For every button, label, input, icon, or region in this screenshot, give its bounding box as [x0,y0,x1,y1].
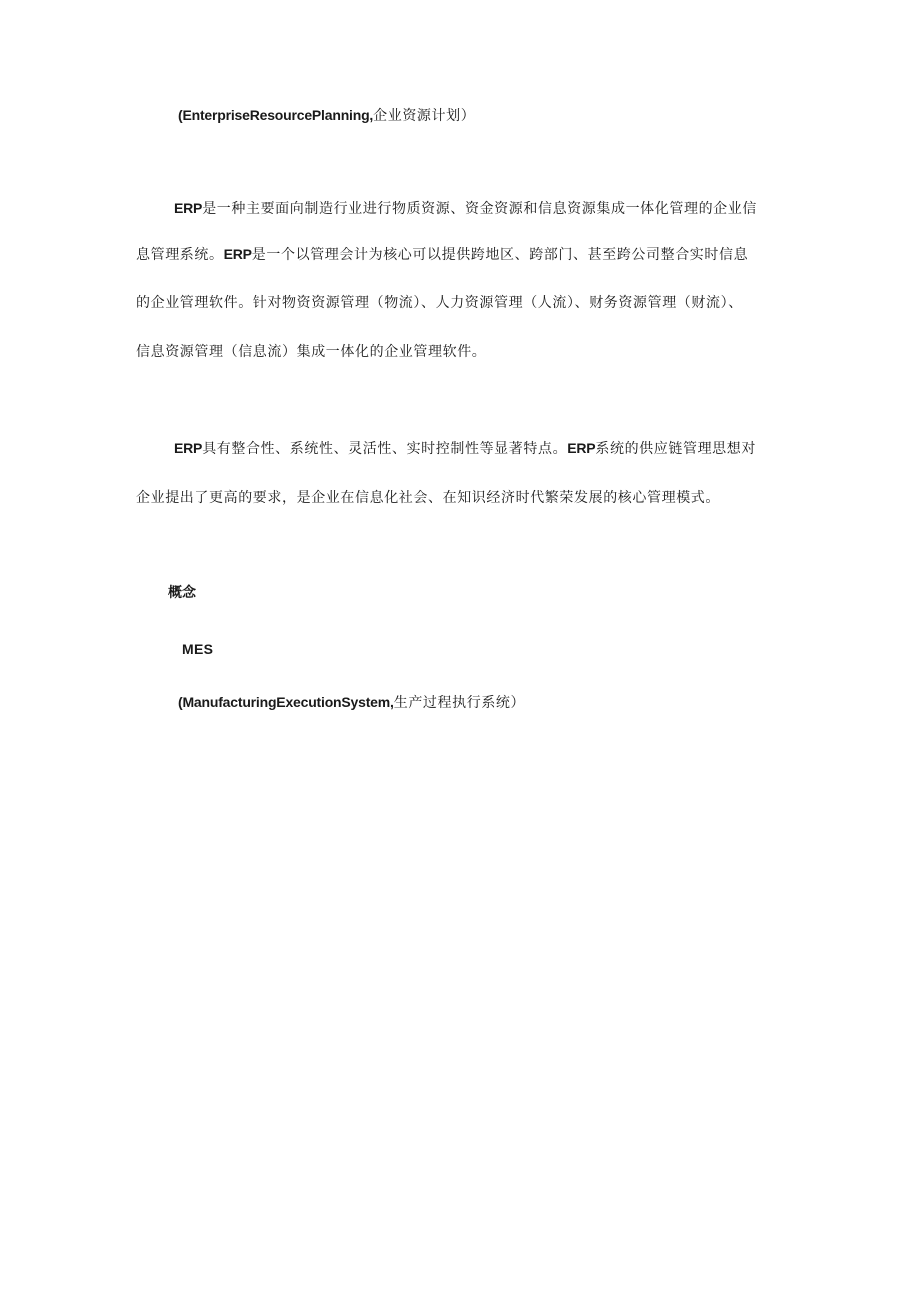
erp-term: ERP [223,246,252,262]
paragraph-text: 息管理系统。 [136,247,224,263]
erp-subtitle-english: EnterpriseResourcePlanning, [182,107,374,123]
concept-heading: 概念 [168,585,196,601]
paragraph-line [136,293,743,313]
erp-subtitle-close-paren: ） [460,108,476,124]
mes-subtitle-chinese: 生产过程执行系统 [393,695,511,711]
paragraph-line [174,438,756,459]
paragraph-line [136,488,720,508]
erp-term: ERP [174,200,203,216]
mes-subtitle-open-paren: ( [178,694,183,710]
mes-subtitle-english: ManufacturingExecutionSystem, [182,694,394,710]
mes-heading: MES [182,641,214,657]
erp-term: ERP [174,440,203,456]
paragraph-text: 的企业管理软件。针对物资资源管理（物流）、人力资源管理（人流）、财务资源管理（财流）、 [136,295,743,311]
paragraph-text: 企业提出了更高的要求，是企业在信息化社会、在知识经济时代繁荣发展的核心管理模式。 [136,490,720,506]
paragraph-text: 系统的供应链管理思想对 [595,441,756,457]
paragraph-line [136,244,748,265]
erp-subtitle-open-paren: ( [178,107,183,123]
paragraph-text: 是一种主要面向制造行业进行物质资源、资金资源和信息资源集成一体化管理的企业信 [202,201,757,217]
mes-subtitle [178,692,525,713]
paragraph-line [136,342,486,362]
paragraph-text: 是一个以管理会计为核心可以提供跨地区、跨部门、甚至跨公司整合实时信息 [251,247,749,263]
paragraph-text: 信息资源管理（信息流）集成一体化的企业管理软件。 [136,344,487,360]
paragraph-line [174,198,757,219]
mes-subtitle-close-paren: ） [510,695,526,711]
erp-subtitle-chinese: 企业资源计划 [373,108,461,124]
erp-term: ERP [567,440,596,456]
paragraph-text: 具有整合性、系统性、灵活性、实时控制性等显著特点。 [202,441,568,457]
erp-subtitle [178,105,475,126]
